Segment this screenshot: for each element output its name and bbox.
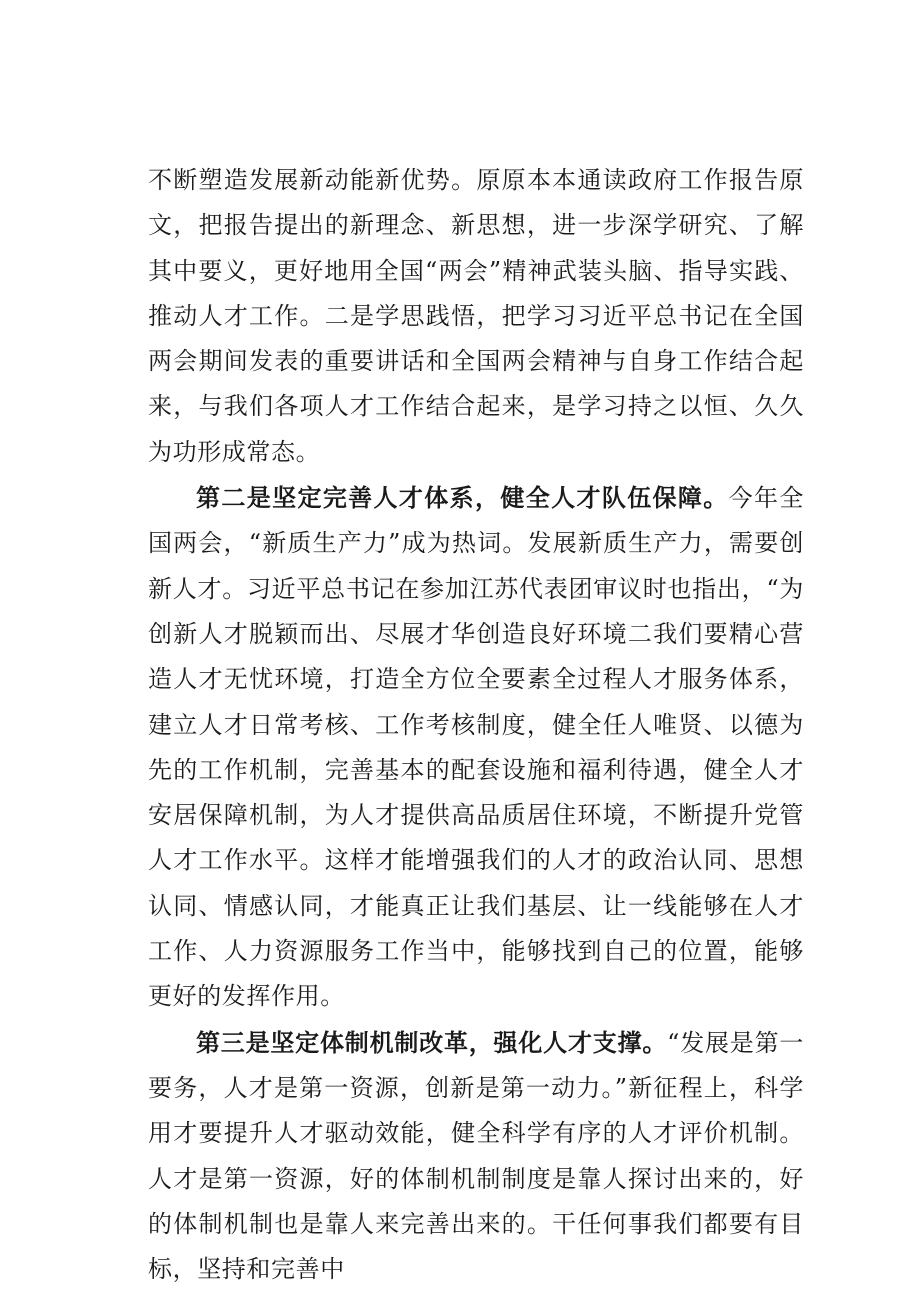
document-body [148,158,804,1292]
paragraph-2-text: 今年全国两会，“新质生产力”成为热词。发展新质生产力，需要创新人才。习近平总书记在参加江苏代表团审议时也指出，“为创新人才脱颖而出、尽展才华创造良好环境二我们要精心营造人才无忧环境，打造全方位全要素全过程人才服务体系，建立人才日常考核、工作考核制度，健全任人唯贤、以德为先的工作机制，完善基本的配套设施和福利待遇，健全人才安居保障机制，为人才提供高品质居住环境，不断提升党管人才工作水平。这样才能增强我们的人才的政治认同、思想认同、情感认同，才能真正让我们基层、让一线能够在人才工作、人力资源服务工作当中，能够找到自己的位置，能够更好的发挥作用。 [148,484,804,1011]
paragraph-3-heading: 第三是坚定体制机制改革，强化人才支撑。 [196,1027,668,1057]
paragraph-institutional-reform [148,1020,804,1293]
paragraph-3-text: “发展是第一要务，人才是第一资源，创新是第一动力。”新征程上，科学用才要提升人才驱动效能，健全科学有序的人才评价机制。人才是第一资源，好的体制机制制度是靠人探讨出来的，好的体制机制也是靠人来完善出来的。干任何事我们都要有目标，坚持和完善中 [148,1028,804,1284]
paragraph-talent-system [148,475,804,1020]
paragraph-1-text: 不断塑造发展新动能新优势。原原本本通读政府工作报告原文，把报告提出的新理念、新思想，进一步深学研究、了解其中要义，更好地用全国“两会”精神武装头脑、指导实践、推动人才工作。二是学思践悟，把学习习近平总书记在全国两会期间发表的重要讲话和全国两会精神与自身工作结合起来，与我们各项人才工作结合起来，是学习持之以恒、久久为功形成常态。 [148,166,804,466]
paragraph-continuation [148,158,804,475]
paragraph-2-heading: 第二是坚定完善人才体系，健全人才队伍保障。 [196,483,729,513]
